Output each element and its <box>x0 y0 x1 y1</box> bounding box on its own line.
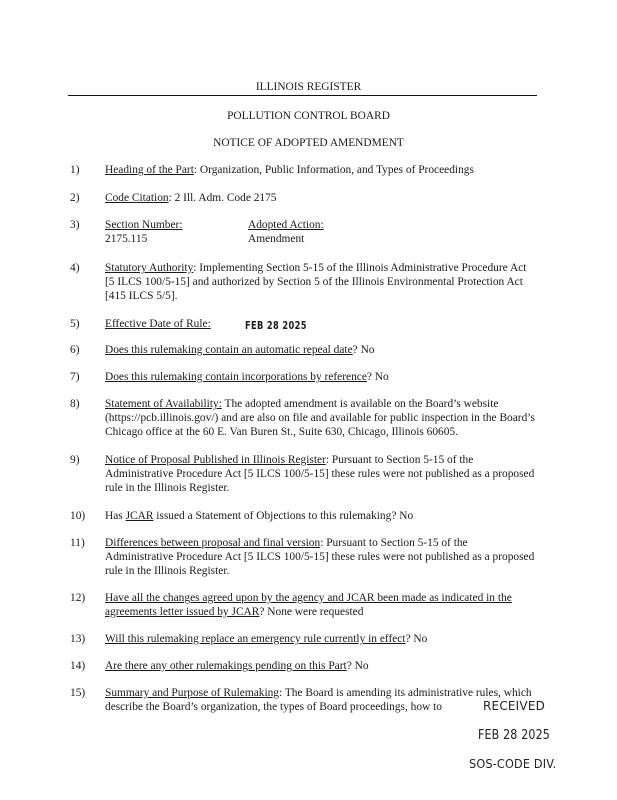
item-number: 15) <box>70 687 86 699</box>
item-label: Statutory Authority <box>105 262 194 274</box>
item-number: 7) <box>70 371 80 383</box>
item-number: 14) <box>70 660 86 672</box>
item-label: JCAR <box>125 510 154 522</box>
item-text: The adopted amendment is available on the Board’s website (https://pcb.illinois.gov/) and are also on file and available for public inspection in the Board’s Chicago office at the 60 E. Van Buren St., Suite 630, Chicago, Illinois 60605. <box>105 398 535 438</box>
item-number: 6) <box>70 344 80 356</box>
received-stamp-division: SOS-CODE DIV. <box>469 756 557 771</box>
item-text: : Pursuant to Section 5-15 of the Administrative Procedure Act [5 ILCS 100/5-15] these rules were not published as a proposed rule in the Illinois Register. <box>105 537 535 577</box>
item-label: Have all the changes agreed upon by the agency and JCAR been made as indicated in the agreements letter issued by JCAR <box>105 592 512 618</box>
item-text: ? No <box>346 660 369 672</box>
item-number: 8) <box>70 398 80 410</box>
item-label: Notice of Proposal Published in Illinois Register <box>105 454 326 466</box>
item-label: Statement of Availability: <box>105 398 222 410</box>
item-label: Summary and Purpose of Rulemaking <box>105 687 280 699</box>
item-text: : Organization, Public Information, and Types of Proceedings <box>193 164 474 176</box>
item-label: Heading of the Part <box>105 164 194 176</box>
item-prefix: Has <box>105 510 126 522</box>
item-text: ? No <box>352 344 375 356</box>
section-number-value: 2175.115 <box>105 232 148 245</box>
item-text: ? No <box>366 371 389 383</box>
item-number: 1) <box>70 164 80 176</box>
register-title: ILLINOIS REGISTER <box>255 81 362 93</box>
item-number: 13) <box>70 633 86 645</box>
item-text: ? No <box>405 633 428 645</box>
item-text: ? None were requested <box>259 605 364 618</box>
item-text: issued a Statement of Objections to this rulemaking? No <box>153 510 414 522</box>
item-number: 2) <box>70 192 80 204</box>
item-text: : Pursuant to Section 5-15 of the Administrative Procedure Act [5 ILCS 100/5-15] these rules were not published as a proposed rule in the Illinois Register. <box>105 454 535 494</box>
item-label: Will this rulemaking replace an emergency rule currently in effect <box>105 633 406 645</box>
item-text: : The Board is amending its administrative rules, which describe the Board’s organization, the types of Board proceedings, how to <box>105 687 532 713</box>
item-number: 11) <box>70 537 85 549</box>
agency-title: POLLUTION CONTROL BOARD <box>227 110 390 122</box>
adopted-action-value: Amendment <box>248 232 305 245</box>
section-number-label: Section Number: <box>105 219 183 231</box>
item-label: Differences between proposal and final version <box>105 537 321 549</box>
effective-date-stamp: FEB 28 2025 <box>245 319 307 332</box>
received-stamp-label: RECEIVED <box>483 699 546 713</box>
item-text: : 2 Ill. Adm. Code 2175 <box>168 192 277 204</box>
item-number: 10) <box>70 510 86 522</box>
header-rule <box>68 95 537 96</box>
notice-title: NOTICE OF ADOPTED AMENDMENT <box>213 137 404 149</box>
adopted-action-label: Adopted Action: <box>248 219 324 231</box>
item-number: 3) <box>70 219 80 231</box>
item-label: Effective Date of Rule: <box>105 318 211 330</box>
item-label: Code Citation <box>105 192 169 204</box>
received-stamp-date: FEB 28 2025 <box>478 728 550 743</box>
item-number: 4) <box>70 262 80 274</box>
item-label: Are there any other rulemakings pending on this Part <box>105 660 347 672</box>
item-label: Does this rulemaking contain an automatic repeal date <box>105 344 353 356</box>
item-text: : Implementing Section 5-15 of the Illinois Administrative Procedure Act [5 ILCS 100/5-15] and authorized by Section 5 of the Illinois Environmental Protection Act [415 ILCS 5/5]. <box>105 262 527 302</box>
item-number: 12) <box>70 592 86 604</box>
item-number: 5) <box>70 318 80 330</box>
item-label: Does this rulemaking contain incorporations by reference <box>105 371 367 383</box>
item-number: 9) <box>70 454 80 466</box>
